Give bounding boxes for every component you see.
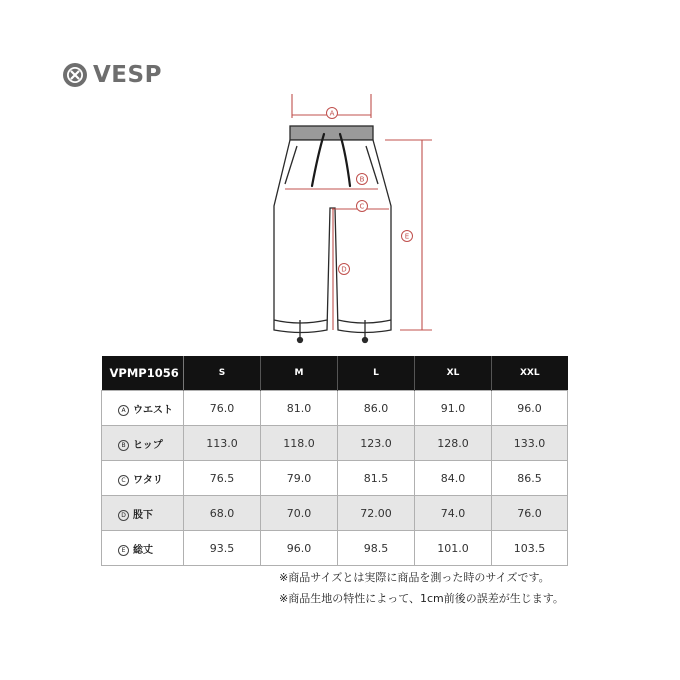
- mark-c-icon: C: [118, 475, 129, 486]
- label-d: D: [341, 265, 347, 274]
- row-label: [102, 496, 184, 531]
- size-notes: [279, 567, 564, 609]
- label-a: A: [329, 109, 335, 118]
- table-row: [102, 391, 568, 426]
- table-cell: 93.5: [184, 531, 261, 566]
- table-cell: 68.0: [184, 496, 261, 531]
- size-header-xl: XL: [415, 356, 492, 391]
- table-cell: 79.0: [261, 461, 338, 496]
- row-label-text: 総丈: [133, 544, 153, 556]
- row-label: [102, 391, 184, 426]
- table-cell: 98.5: [338, 531, 415, 566]
- vesp-emblem-icon: [62, 62, 88, 88]
- mark-b-icon: B: [118, 440, 129, 451]
- table-cell: 86.5: [492, 461, 568, 496]
- brand-logo: [62, 60, 162, 90]
- table-cell: 118.0: [261, 426, 338, 461]
- label-c: C: [359, 202, 365, 211]
- table-cell: 84.0: [415, 461, 492, 496]
- table-header-row: [102, 356, 568, 391]
- note-line: ※商品サイズとは実際に商品を測った時のサイズです。: [279, 571, 550, 584]
- size-header-l: L: [338, 356, 415, 391]
- table-row: [102, 461, 568, 496]
- table-cell: 74.0: [415, 496, 492, 531]
- table-row: [102, 496, 568, 531]
- mark-d-icon: D: [118, 510, 129, 521]
- model-number: VPMP1056: [102, 356, 184, 391]
- table-cell: 101.0: [415, 531, 492, 566]
- table-cell: 128.0: [415, 426, 492, 461]
- pants-measurement-diagram: [250, 88, 450, 348]
- mark-e-icon: E: [118, 545, 129, 556]
- row-label-text: ウエスト: [133, 404, 173, 416]
- size-header-s: S: [184, 356, 261, 391]
- table-cell: 113.0: [184, 426, 261, 461]
- row-label: [102, 461, 184, 496]
- table-cell: 86.0: [338, 391, 415, 426]
- table-cell: 133.0: [492, 426, 568, 461]
- mark-a-icon: A: [118, 405, 129, 416]
- brand-name: VESP: [93, 62, 162, 88]
- table-cell: 91.0: [415, 391, 492, 426]
- table-cell: 123.0: [338, 426, 415, 461]
- table-row: [102, 426, 568, 461]
- note-line: ※商品生地の特性によって、1cm前後の誤差が生じます。: [279, 592, 564, 605]
- row-label: [102, 426, 184, 461]
- row-label-text: ワタリ: [133, 474, 163, 486]
- table-cell: 76.0: [184, 391, 261, 426]
- table-cell: 103.5: [492, 531, 568, 566]
- table-cell: 72.00: [338, 496, 415, 531]
- row-label-text: 股下: [133, 509, 153, 521]
- label-b: B: [359, 175, 365, 184]
- size-table: [101, 356, 568, 566]
- table-cell: 96.0: [261, 531, 338, 566]
- table-cell: 70.0: [261, 496, 338, 531]
- table-cell: 81.5: [338, 461, 415, 496]
- table-cell: 76.0: [492, 496, 568, 531]
- size-header-m: M: [261, 356, 338, 391]
- row-label-text: ヒップ: [133, 439, 163, 451]
- table-cell: 81.0: [261, 391, 338, 426]
- label-e: E: [404, 232, 410, 241]
- row-label: [102, 531, 184, 566]
- table-row: [102, 531, 568, 566]
- table-cell: 76.5: [184, 461, 261, 496]
- table-cell: 96.0: [492, 391, 568, 426]
- size-header-xxl: XXL: [492, 356, 568, 391]
